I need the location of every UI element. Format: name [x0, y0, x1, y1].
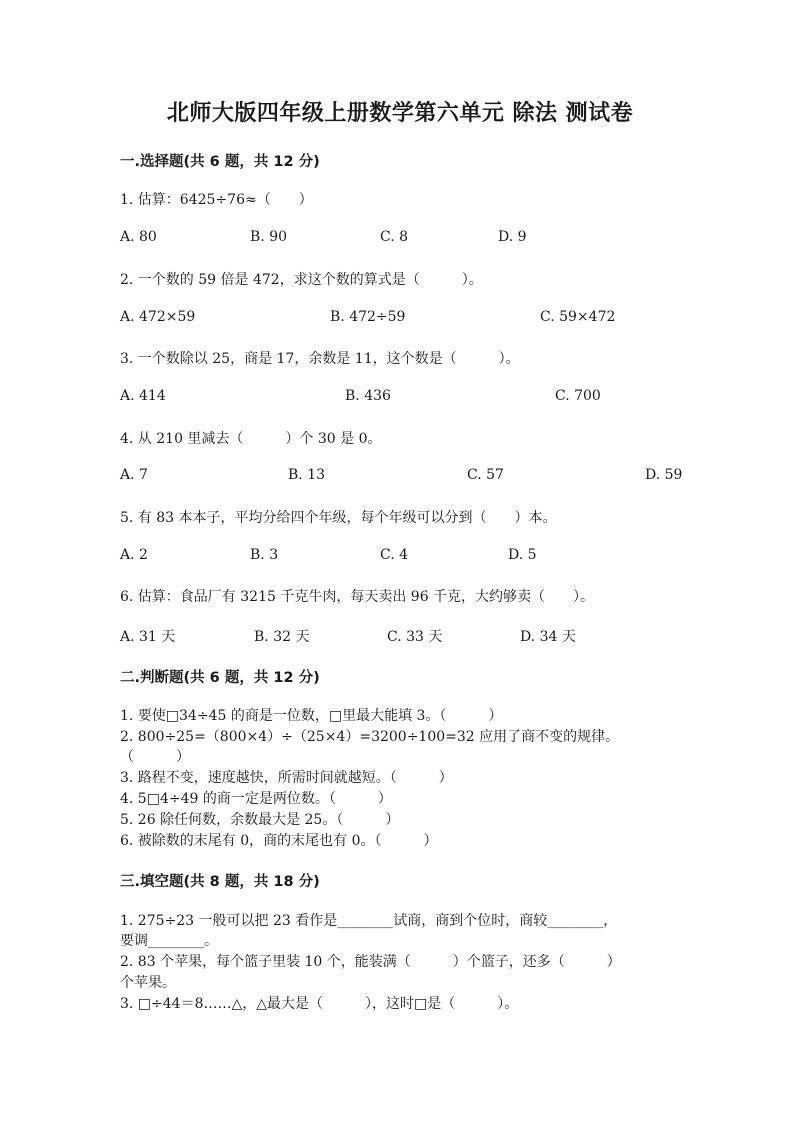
- question-text: 6. 估算：食品厂有 3215 千克牛肉，每天卖出 96 千克，大约够卖（ ）。: [120, 589, 595, 605]
- option-b: B. 436: [345, 388, 391, 404]
- option-a: A. 80: [120, 229, 157, 245]
- option-b: B. 32 天: [254, 629, 310, 645]
- option-b: B. 472÷59: [330, 309, 406, 325]
- question-text: 3. 一个数除以 25，商是 17，余数是 11，这个数是（ ）。: [120, 351, 520, 367]
- judgment-line: （ ）: [120, 749, 190, 765]
- judgment-line: 1. 要使□34÷45 的商是一位数，□里最大能填 3。（ ）: [120, 708, 503, 724]
- judgment-line: 5. 26 除任何数，余数最大是 25。（ ）: [120, 812, 400, 828]
- question-text: 1. 估算：6425÷76≈（ ）: [120, 192, 313, 208]
- question-text: 5. 有 83 本本子，平均分给四个年级，每个年级可以分到（ ）本。: [120, 510, 557, 526]
- option-c: C. 57: [467, 467, 504, 483]
- option-a: A. 472×59: [120, 309, 196, 325]
- fill-line: 要调________。: [120, 933, 218, 949]
- option-a: A. 31 天: [120, 629, 176, 645]
- option-c: C. 33 天: [387, 629, 443, 645]
- fill-line: 3. □÷44＝8……△，△最大是（ ），这时□是（ ）。: [120, 996, 519, 1012]
- fill-line: 2. 83 个苹果，每个篮子里装 10 个，能装满（ ）个篮子，还多（ ）: [120, 954, 621, 970]
- page-title: 北师大版四年级上册数学第六单元 除法 测试卷: [166, 101, 634, 126]
- option-d: D. 9: [498, 229, 527, 245]
- judgment-line: 4. 5□4÷49 的商一定是两位数。（ ）: [120, 791, 392, 807]
- option-d: D. 5: [508, 547, 537, 563]
- option-c: C. 8: [380, 229, 409, 245]
- section-heading-judgment: 二.判断题(共 6 题，共 12 分): [120, 670, 320, 686]
- question-text: 2. 一个数的 59 倍是 472，求这个数的算式是（ ）。: [120, 272, 483, 288]
- option-c: C. 4: [380, 547, 409, 563]
- judgment-line: 3. 路程不变，速度越快，所需时间就越短。（ ）: [120, 770, 453, 786]
- option-b: B. 13: [288, 467, 326, 483]
- option-a: A. 2: [120, 547, 148, 563]
- judgment-line: 2. 800÷25=（800×4）÷（25×4）=3200÷100=32 应用了商不变的规律。: [120, 729, 620, 745]
- option-a: A. 414: [120, 388, 166, 404]
- option-c: C. 59×472: [540, 309, 616, 325]
- option-b: B. 90: [250, 229, 288, 245]
- option-a: A. 7: [120, 467, 148, 483]
- section-heading-fill: 三.填空题(共 8 题，共 18 分): [120, 874, 320, 890]
- option-c: C. 700: [555, 388, 601, 404]
- option-d: D. 34 天: [520, 629, 576, 645]
- option-d: D. 59: [645, 467, 683, 483]
- judgment-line: 6. 被除数的末尾有 0，商的末尾也有 0。（ ）: [120, 833, 438, 849]
- section-heading-choice: 一.选择题(共 6 题，共 12 分): [120, 154, 320, 170]
- question-text: 4. 从 210 里减去（ ）个 30 是 0。: [120, 431, 382, 447]
- fill-line: 个苹果。: [120, 975, 176, 991]
- option-b: B. 3: [250, 547, 279, 563]
- fill-line: 1. 275÷23 一般可以把 23 看作是________试商，商到个位时，商较________，: [120, 913, 618, 929]
